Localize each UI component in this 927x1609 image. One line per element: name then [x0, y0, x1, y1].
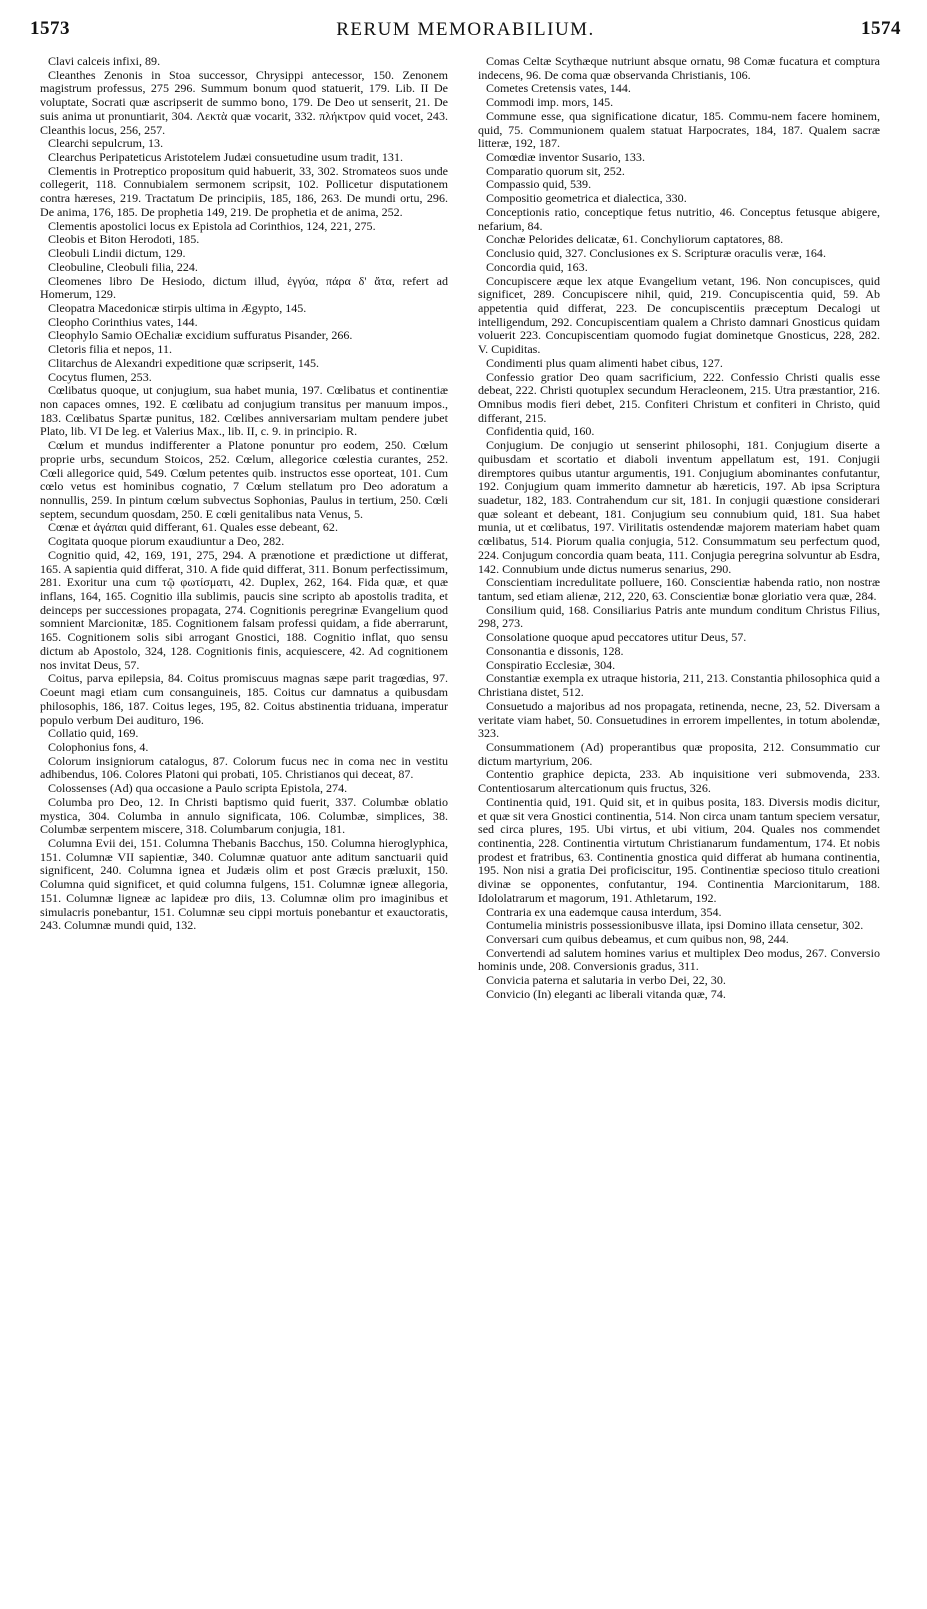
running-title: RERUM MEMORABILIUM. [336, 19, 595, 40]
index-entry: Cleobuli Lindii dictum, 129. [48, 246, 186, 261]
index-entry: Commune esse, qua significatione dicatur, 185. Commu-nem facere hominem, quid, 75. Communionem qualem statuat Harpocrates, 184, 187. Qualem sacræ litteræ, 192, 187. [478, 108, 880, 151]
index-entry: Coitus, parva epilepsia, 84. Coitus promiscuus magnas sæpe parit tragœdias, 97. Coeunt magi etiam cum consanguineis, 185. Coitus cur damnatus a quibusdam philosophis, 186, 187. Coitus leges, 195, 82. Coitus abstinentia triduana, imperatur populo verbum Dei audituro, 196. [40, 671, 448, 727]
index-entry: Cogitata quoque piorum exaudiuntur a Deo, 282. [48, 534, 285, 549]
index-entry: Cœlibatus quoque, ut conjugium, sua habet munia, 197. Cœlibatus et continentiæ non capaces omnes, 192. E cœlibatu ad conjugium transitus per manuum impos., 183. Cœlibatus Spartæ punitus, 182. Cœlibes anniversariam multam pendere jubet Plato, lib. VI De leg. et Valerius Max., lib. II, c. 9. in principio. R. [40, 383, 448, 439]
index-entry: Consummationem (Ad) properantibus quæ proposita, 212. Consummatio cur dictum martyrium, 206. [478, 739, 880, 768]
index-entry: Comœdiæ inventor Susario, 133. [486, 150, 645, 165]
index-entry: Confidentia quid, 160. [486, 424, 595, 439]
index-entry: Consonantia e dissonis, 128. [486, 643, 624, 658]
page-number-left: 1573 [30, 18, 70, 39]
index-entry: Condimenti plus quam alimenti habet cibus, 127. [486, 355, 723, 370]
index-entry: Cocytus flumen, 253. [48, 369, 152, 384]
index-entry: Clementis in Protreptico propositum quid habuerit, 33, 302. Stromateos suos unde collegerit, 118. Connubialem sermonem scripsit, 102. Pollicetur disputationem contra hæreses, 219. Tractatum De principiis, 185, 186, 263. De mundi ortu, 296. De anima, 176, 185. De prophetia 149, 219. De prophetia et de anima, 252. [40, 163, 448, 219]
index-entry: Colorum insigniorum catalogus, 87. Colorum fucus nec in coma nec in vestitu adhibendus, 106. Colores Platoni qui probati, 105. Christianos qui deceat, 87. [40, 753, 448, 782]
index-entry: Conscientiam incredulitate polluere, 160. Conscientiæ habenda ratio, non nostræ tantum, sed etiam alienæ, 212, 220, 63. Conscientiæ bonæ gloriatio vera quæ, 284. [478, 575, 880, 604]
index-entry: Cometes Cretensis vates, 144. [486, 81, 631, 96]
index-entry: Columna Evii dei, 151. Columna Thebanis Bacchus, 150. Columna hieroglyphica, 151. Columnæ VII sapientiæ, 340. Columnæ quatuor ante aditum sanctuarii quid significent, 240. Columna ignea et Judæis olim et post Græcis præluxit, 150. Columna quid significet, et quid columna fulgens, 151. Columnæ igneæ allegoria, 151. Columnæ ligneæ ac lapideæ pro diis, 13. Columnæ olim pro imaginibus et simulacris ponebantur, 151. Columnæ seu cippi mortuis ponebantur et exauctoratis, 243. Columnæ mundi quid, 132. [40, 835, 448, 933]
index-entry: Comparatio quorum sit, 252. [486, 163, 625, 178]
index-entry: Cleobuline, Cleobuli filia, 224. [48, 259, 198, 274]
index-entry: Colophonius fons, 4. [48, 739, 149, 754]
index-entry: Clavi calceis infixi, 89. [48, 54, 161, 68]
page-number-right: 1574 [861, 18, 901, 39]
index-entry: Contentio graphice depicta, 233. Ab inquisitione veri submovenda, 233. Contentiosarum altercationum quis fructus, 326. [478, 767, 880, 796]
index-entry: Clementis apostolici locus ex Epistola ad Corinthios, 124, 221, 275. [48, 218, 376, 233]
index-entry: Concordia quid, 163. [486, 259, 588, 274]
index-entry: Constantiæ exempla ex utraque historia, 211, 213. Constantia philosophica quid a Christiana distet, 512. [478, 671, 880, 700]
index-entry: Conceptionis ratio, conceptique fetus nutritio, 46. Conceptus fetusque abigere, nefarium, 84. [478, 204, 880, 233]
page-header [30, 18, 901, 46]
index-entry: Clearchi sepulcrum, 13. [48, 136, 164, 151]
index-entry: Cœlum et mundus indifferenter a Platone ponuntur pro eodem, 250. Cœlum proprie urbs, secundum Stoicos, 252. Cœlum, allegorice cœlestia curantes, 252. Cœli allegorice quid, 549. Cœlum petentes quib. instructos esse oporteat, 101. Cum cœlo vetus est hominibus cognatio, 7 Cœlum stellatum pro Deo adoratum a nonnullis, 259. In pintum cœlum subvectus Sophonias, Paulus in tertium, 250. Cœli septem, secundum quosdam, 250. E cœli genitalibus nata Venus, 5. [40, 438, 448, 521]
index-entry: Contraria ex una eademque causa interdum, 354. [486, 904, 722, 919]
index-entry: Colossenses (Ad) qua occasione a Paulo scripta Epistola, 274. [48, 781, 348, 796]
index-entry: Comas Celtæ Scythæque nutriunt absque ornatu, 98 Comæ fucatura et comptura indecens, 96. De coma quæ observanda Christianis, 106. [478, 54, 880, 82]
right-column [478, 55, 880, 1002]
index-entry: Cleopho Corinthius vates, 144. [48, 314, 198, 329]
index-entry: Continentia quid, 191. Quid sit, et in quibus posita, 183. Diversis modis dicitur, et quæ sit vera Gnostici continentia, 514. Non circa unam tantum speciem versatur, sed circa plures, 195. Ubi virtus, et ubi vitium, 204. Quales nos commendet continentia, 228. Continentia virtutum Christianarum fundamentum, 174. Et nobis prodest et fratribus, 63. Continentia gnostica quid differat ab humana continentia, 195. Non nisi a gratia Dei proficiscitur, 195. Continentiæ specioso titulo creationi divinæ se opponentes, confutantur, 194. Continentia Marcionitarum, 188. Idololatrarum et magorum, 191. Athletarum, 192. [478, 794, 880, 905]
index-entry: Clearchus Peripateticus Aristotelem Judæi consuetudine usum tradit, 131. [48, 150, 403, 165]
index-entry: Cleobis et Biton Herodoti, 185. [48, 232, 200, 247]
index-entry: Conchæ Pelorides delicatæ, 61. Conchyliorum captatores, 88. [486, 232, 784, 247]
index-entry: Commodi imp. mors, 145. [486, 95, 614, 110]
index-entry: Convertendi ad salutem homines varius et multiplex Deo modus, 267. Conversio hominis unde, 208. Conversionis gradus, 311. [478, 945, 880, 974]
index-entry: Collatio quid, 169. [48, 726, 139, 741]
index-entry: Consuetudo a majoribus ad nos propagata, retinenda, necne, 23, 52. Diversam a veritate viam habet, 50. Consuetudines in errorem impellentes, in totum abolendæ, 323. [478, 698, 880, 741]
index-entry: Convicia paterna et salutaria in verbo Dei, 22, 30. [486, 973, 726, 988]
index-entry: Compassio quid, 539. [486, 177, 592, 192]
index-entry: Cognitio quid, 42, 169, 191, 275, 294. A prænotione et prædictione ut differat, 165. A sapientia quid differat, 310. A fide quid differat, 311. Bonum perfectissimum, 281. Exoritur una cum τῷ φωτίσματι, 42. Duplex, 262, 164. Fida quæ, et quæ inflans, 164, 165. Cognitio illa sublimis, paucis sine scripto ab apostolis tradita, et deinceps per successiones propagata, 274. Cognitionis peregrinæ Evangelium quod somnient Marcionitæ, 185. Cognitionem falsam professi quidam, a fide aberrarunt, 165. Cognitionem solis sibi arrogant Gnostici, 188. Cognitio inflat, quo sensu dictum ab Apostolo, 324, 128. Cognitionis finis, acquiescere, 42. Ad cognitionem nos invitat Deus, 57. [40, 547, 448, 672]
index-entry: Conclusio quid, 327. Conclusiones ex S. Scripturæ oraculis veræ, 164. [486, 246, 826, 261]
index-entry: Confessio gratior Deo quam sacrificium, 222. Confessio Christi qualis esse debeat, 222. Christi quotuplex secundum Heracleonem, 215. Utra præstantior, 216. Omnibus modis fieri debet, 215. Confiteri Christum et confiteri in Christo, quid differant, 215. [478, 369, 880, 425]
index-entry: Conspiratio Ecclesiæ, 304. [486, 657, 616, 672]
index-entry: Conversari cum quibus debeamus, et cum quibus non, 98, 244. [486, 932, 789, 946]
index-entry: Cleopatra Macedonicæ stirpis ultima in Ægypto, 145. [48, 300, 307, 315]
index-entry: Cleanthes Zenonis in Stoa successor, Chrysippi antecessor, 150. Zenonem magistrum professus, 275 296. Summum bonum quod statuerit, 179. Lib. II De voluptate, Socrati quæ ascripserit de summo bono, 179. De Deo ut senserit, 21. De suis anima ut pronuntiarit, 304. Λεκτὰ quæ vocarit, 332. πλήκτρον quid vocet, 243. Cleanthis locus, 256, 257. [40, 67, 448, 137]
index-entry: Cleomenes libro De Hesiodo, dictum illud, ἐγγύα, πάρα δ' ἄτα, refert ad Homerum, 129. [40, 273, 448, 302]
index-entry: Cleophylo Samio OEchaliæ excidium suffuratus Pisander, 266. [48, 328, 353, 343]
index-entry: Concupiscere æque lex atque Evangelium vetant, 196. Non concupisces, quid significet, 289. Concupiscere nihil, quid, 219. Concupiscentia quid, 59. Ab appetentia quid differat, 223. De concupiscentiis præceptum Decalogi ut intelligendum, 292. Concupiscentiam qualem a Christo damnari Gnosticus quidam voluerit 223. Concupiscentiam quomodo fugiat dominetque Gnosticus, 228, 282. V. Cupiditas. [478, 273, 880, 357]
index-entry: Consilium quid, 168. Consiliarius Patris ante mundum conditum Christus Filius, 298, 273. [478, 602, 880, 631]
index-entry: Consolatione quoque apud peccatores utitur Deus, 57. [486, 630, 747, 645]
index-entry: Clitarchus de Alexandri expeditione quæ scripserit, 145. [48, 355, 319, 370]
index-entry: Cœnæ et ἀγάπαι quid differant, 61. Quales esse debeant, 62. [48, 520, 338, 535]
index-entry: Compositio geometrica et dialectica, 330. [486, 191, 687, 206]
left-column [40, 55, 448, 933]
index-entry: Cletoris filia et nepos, 11. [48, 342, 173, 357]
index-entry: Conjugium. De conjugio ut senserint philosophi, 181. Conjugium diserte a quibusdam et scortatio et diaboli inventum appellatum est, 191. Conjugii diremptores quibus utantur argumentis, 191. Conjugium abominantes confutantur, 192. Conjugium quam immerito damnetur ab hæreticis, 197. Ab ipsa Scriptura suadetur, 182, 183. Contrahendum cur sit, 181. In conjugii quæstione considerari quæ soleant et debeant, 181. Conjugium seu connubium quid, 181. Sua habet munia, ut et cœlibatus, 197. Virilitatis ostendendæ majorem materiam habet quam cœlibatus, 514. Piorum qualia conjugia, 512. Consummatum seu perfectum quod, 224. Conjugum concordia quam beata, 111. Conjugia peregrina solvuntur ab Esdra, 142. Connubium unde dictus numerus senarius, 290. [478, 438, 880, 576]
index-entry: Columba pro Deo, 12. In Christi baptismo quid fuerit, 337. Columbæ oblatio mystica, 304. Columba in annulo significata, 106. Columbæ, simplices, 38. Columbæ serpentem miscere, 318. Columbarum conjugia, 181. [40, 794, 448, 837]
index-entry: Contumelia ministris possessionibusve illata, ipsi Domino illata censetur, 302. [486, 918, 864, 933]
index-entry: Convicio (In) eleganti ac liberali vitanda quæ, 74. [486, 986, 726, 1001]
